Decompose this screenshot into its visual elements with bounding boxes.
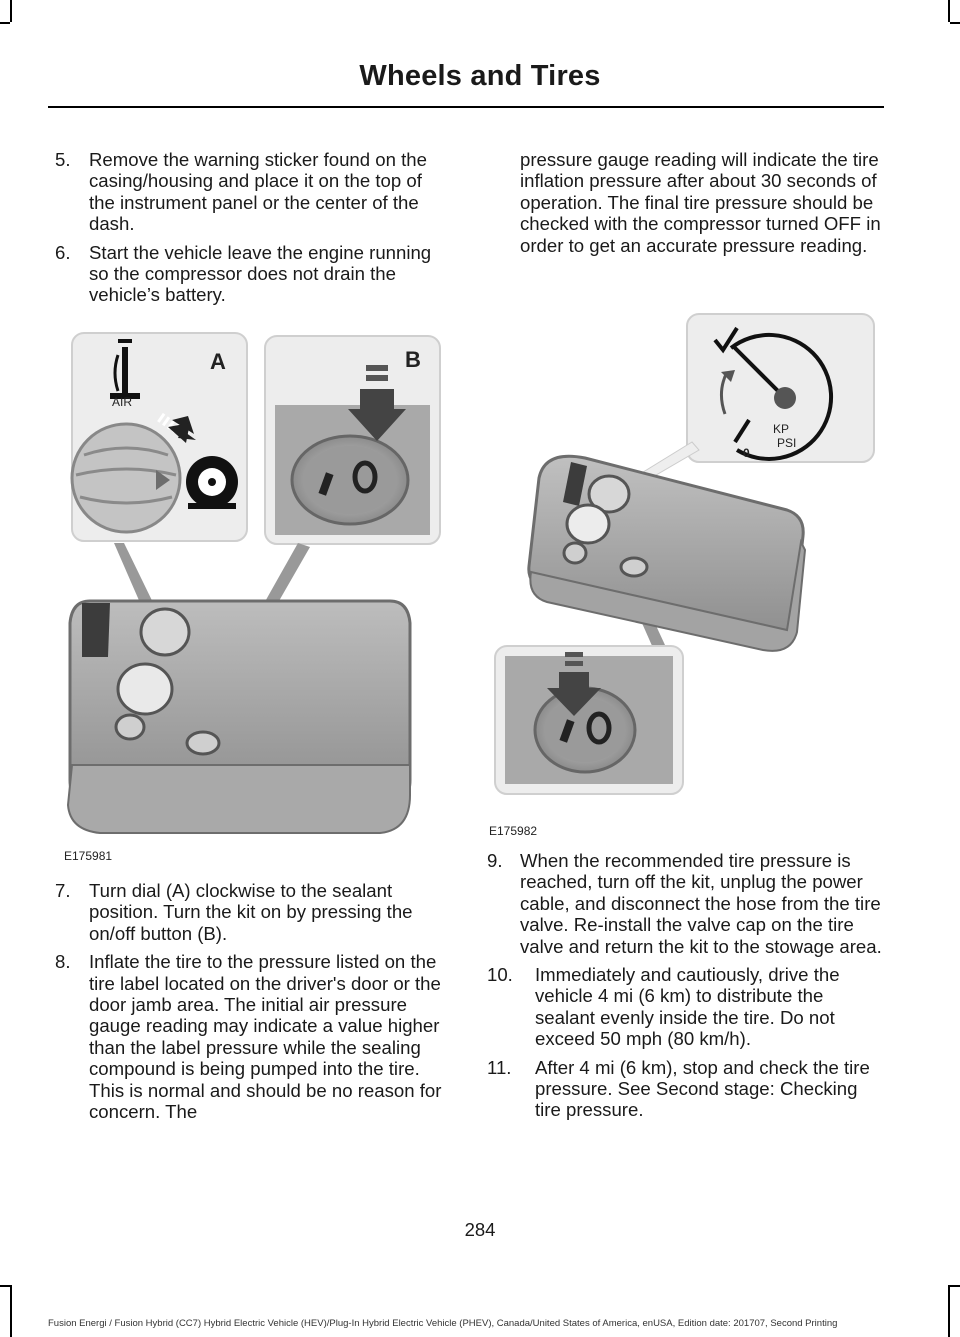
list-item [50,149,450,235]
list-item [487,964,882,1050]
list-item-text: After 4 mi (6 km), stop and check the tire pressure. See Second stage: Checking tire pressure. [535,1056,870,1121]
footer-text: Fusion Energi / Fusion Hybrid (CC7) Hybrid Electric Vehicle (HEV)/Plug-In Hybrid Electric Vehicle (PHEV), Canada/United States of America, enUSA, Edition date: 201707, Second Printing [48,1318,838,1329]
crop-mark [950,1285,960,1287]
list-item [487,1057,882,1121]
crop-mark [948,0,950,22]
crop-mark [10,0,12,22]
gauge-zero-label: 0 [743,446,750,460]
figure-label-a: A [210,349,226,374]
list-item-text: Start the vehicle leave the engine running so the compressor does not drain the vehicle’s battery. [89,241,432,306]
page-title: Wheels and Tires [359,60,601,92]
list-item-text: Immediately and cautiously, drive the vehicle 4 mi (6 km) to distribute the sealant evenly inside the tire. Do not exceed 50 mph (80 km/h). [535,964,840,1050]
list-item-text: Remove the warning sticker found on the casing/housing and place it on the top of the instrument panel or the center of the dash. [89,149,427,235]
air-label: AIR [112,395,133,409]
right-column-bottom [487,850,882,1121]
figure-label-b: B [405,347,421,372]
list-item-text: When the recommended tire pressure is reached, turn off the kit, unplug the power cable, and disconnect the hose from the tire valve. Re-install the valve cap on the tire valve and return the kit to the stowage area. [520,850,882,957]
crop-mark [10,1285,12,1337]
crop-mark [0,1285,10,1287]
list-item-number: 8. [55,951,71,973]
continuation-paragraph: pressure gauge reading will indicate the tire inflation pressure after about 30 seconds of operation. The final tire pressure should be checked with the compressor turned OFF in order to get an accurate pressure reading. [520,149,881,256]
left-column-bottom [50,880,450,1122]
figure-compressor-controls [60,325,450,865]
gauge-kp-label: KP [773,422,790,436]
list-item-number: 5. [55,149,71,170]
list-item-number: 11. [487,1056,512,1078]
list-item-number: 9. [487,850,503,871]
header-divider [48,106,884,108]
list-item-number: 6. [55,241,71,263]
figure-id: E175982 [489,824,538,838]
list-item-text: Turn dial (A) clockwise to the sealant position. Turn the kit on by pressing the on/off button (B). [89,880,413,944]
gauge-psi-label: PSI [777,436,797,450]
list-item [50,951,450,1122]
list-item [50,880,450,944]
figure-id: E175981 [64,849,113,863]
crop-mark [950,22,960,24]
list-item-number: 10. [487,964,513,986]
figure-compressor-gauge [487,310,882,840]
list-item [50,242,450,306]
list-item-text: Inflate the tire to the pressure listed on the tire label located on the driver's door or the door jamb area. The initial air pressure gauge reading may indicate a value higher than the label pressure while the sealing compound is being pumped into the tire. This is normal and should be no reason for concern. The [89,951,442,1123]
gauge-illustration [487,310,882,840]
list-item-number: 7. [55,880,71,901]
crop-mark [0,22,10,24]
list-item [487,850,882,957]
crop-mark [948,1285,950,1337]
left-column-top [50,149,450,306]
page-number: 284 [464,1219,496,1240]
right-column-top [487,149,882,256]
